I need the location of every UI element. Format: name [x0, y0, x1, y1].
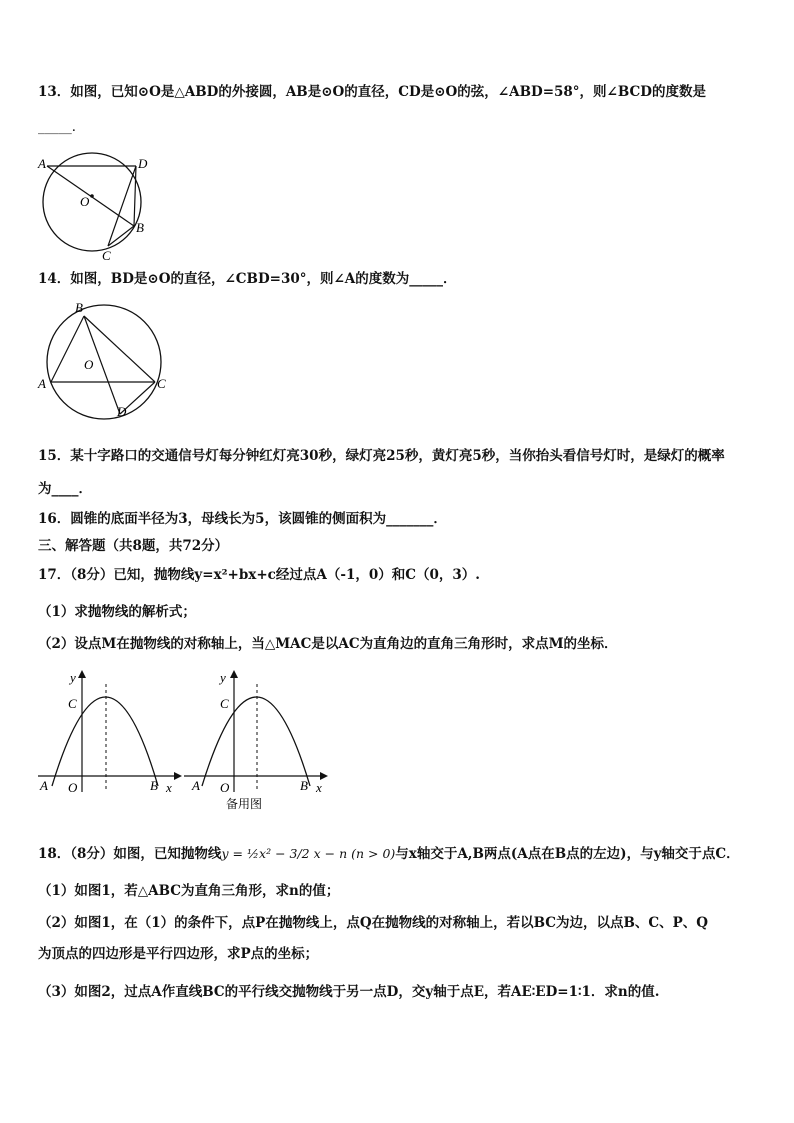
- q14-label-a: A: [38, 376, 46, 391]
- q13-blank: _____．: [38, 119, 86, 135]
- q17-text: 17．（8分）已知，抛物线y=x²+bx+c经过点A（-1，0）和C（0，3）.: [38, 567, 480, 583]
- q13-label-o: O: [80, 194, 90, 209]
- q18-part3: （3）如图2，过点A作直线BC的平行线交抛物线于另一点D，交y轴于点E，若AE∶ED=1∶1．求n的值.: [38, 984, 660, 1000]
- q13-text: 13．如图，已知⊙O是△ABD的外接圆，AB是⊙O的直径，CD是⊙O的弦，∠ABD=58°，则∠BCD的度数是: [38, 84, 706, 100]
- q14-label-o: O: [84, 357, 94, 372]
- q13-label-b: B: [136, 220, 144, 235]
- q14-text: 14．如图，BD是⊙O的直径，∠CBD=30°，则∠A的度数为_____．: [38, 271, 457, 287]
- q14-label-b: B: [75, 300, 83, 315]
- q14-figure: [34, 298, 174, 420]
- q17-g2-label-a: A: [192, 778, 200, 793]
- q18-part1: （1）如图1，若△ABC为直角三角形，求n的值；: [38, 883, 340, 899]
- section-heading: 三、解答题（共8题，共72分）: [38, 538, 229, 554]
- q17-part1: （1）求抛物线的解析式；: [38, 604, 196, 620]
- q14-label-c: C: [157, 376, 166, 391]
- q18-part2-line2: 为顶点的四边形是平行四边形，求P点的坐标；: [38, 946, 319, 962]
- q17-part2: （2）设点M在抛物线的对称轴上，当△MAC是以AC为直角边的直角三角形时，求点M的坐标．: [38, 636, 618, 652]
- q17-g1-label-x: x: [166, 780, 172, 795]
- q18-text: [38, 845, 740, 863]
- q18-part2-line1: （2）如图1，在（1）的条件下，点P在抛物线上，点Q在抛物线的对称轴上，若以BC为边，以点B、C、P、Q: [38, 915, 709, 931]
- q14-label-d: D: [117, 404, 127, 419]
- q18-text-a: 18．（8分）如图，已知抛物线: [38, 846, 222, 862]
- q17-g1-label-b: B: [150, 778, 158, 793]
- q17-graph-1: [34, 668, 184, 796]
- q16-text: 16．圆锥的底面半径为3，母线长为5，该圆锥的侧面积为_______．: [38, 511, 447, 527]
- q17-g2-label-c: C: [220, 696, 229, 711]
- q17-g2-label-o: O: [220, 780, 230, 795]
- q15-text-line1: 15．某十字路口的交通信号灯每分钟红灯亮30秒，绿灯亮25秒，黄灯亮5秒，当你抬头看信号灯时，是绿灯的概率: [38, 448, 725, 464]
- q17-graph-2: [180, 668, 330, 816]
- q17-g1-label-y: y: [70, 670, 76, 685]
- q15-text-line2: 为____．: [38, 481, 92, 497]
- q17-g1-label-a: A: [40, 778, 48, 793]
- q13-label-d: D: [138, 156, 148, 171]
- q13-figure: [36, 146, 156, 264]
- q13-label-a: A: [38, 156, 46, 171]
- q18-text-b: 与x轴交于A,B两点(A点在B点的左边)，与y轴交于点C．: [395, 846, 740, 862]
- q17-g1-label-o: O: [68, 780, 78, 795]
- q17-g2-caption: 备用图: [226, 797, 263, 811]
- q17-g1-label-c: C: [68, 696, 77, 711]
- q13-label-c: C: [102, 248, 111, 263]
- q17-g2-label-x: x: [316, 780, 322, 795]
- q17-g2-label-y: y: [220, 670, 226, 685]
- q18-formula: y = ½x² − 3/2 x − n (n > 0): [221, 846, 396, 861]
- q17-g2-label-b: B: [300, 778, 308, 793]
